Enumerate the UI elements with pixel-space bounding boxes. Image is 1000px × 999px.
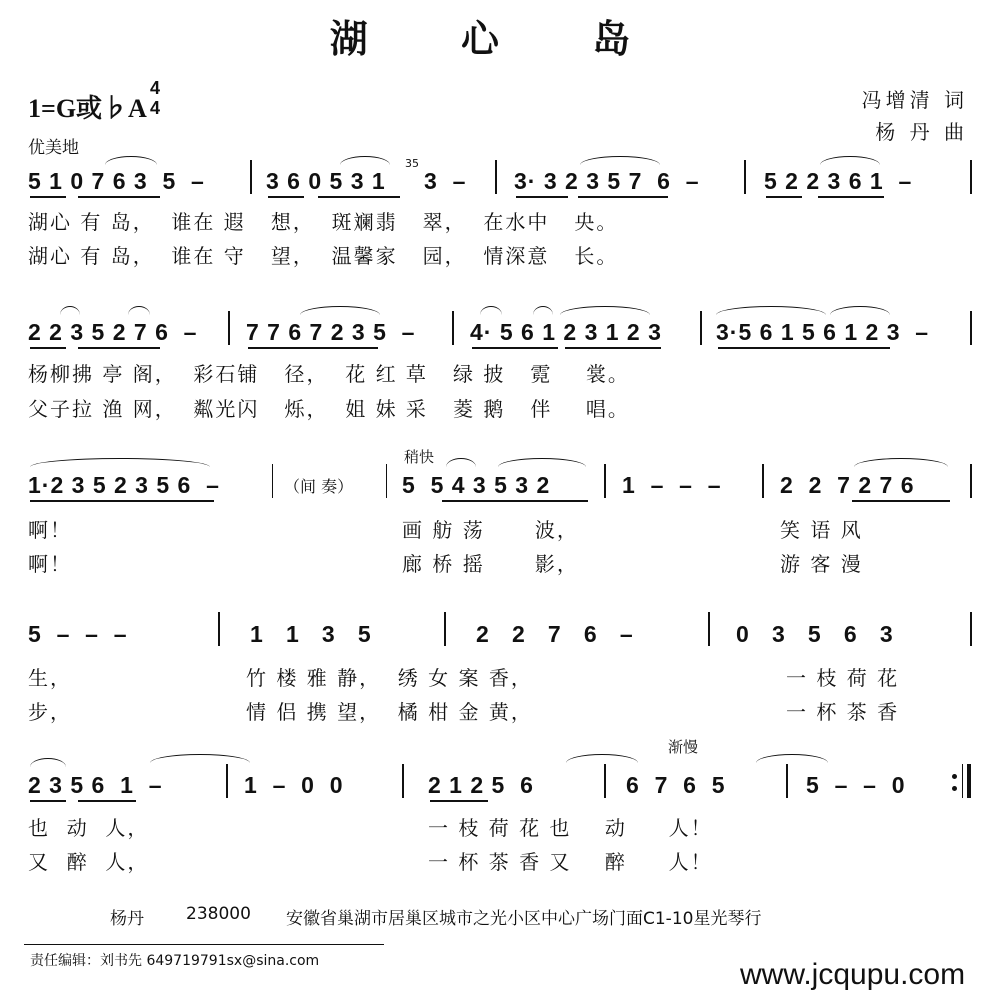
beam [30,347,66,349]
measure-13: 5 – – – [28,621,128,647]
beam [268,196,304,198]
barline [226,764,228,798]
footer-editor: 责任编辑：刘书先 649719791sx@sina.com [30,953,320,969]
measure-16: 0 3 5 6 3 [736,621,894,647]
barline [250,160,252,194]
tempo-mark: 渐慢 [668,738,699,756]
slur [340,156,390,165]
footer-website-link[interactable]: www.jcqupu.com [740,958,966,991]
barline [970,311,972,345]
beam [30,500,214,502]
repeat-barline [962,764,963,798]
beam [78,800,136,802]
lyrics-verse-1: 也 动 人， [28,816,150,840]
beam [472,347,558,349]
footer-divider [24,944,384,945]
lyrics-verse-2: 湖心 有 岛， 谁在 守 望， 温馨家 园， 情深意 长。 [28,244,619,268]
repeat-barline-thick [967,764,971,798]
lyrics-verse-1: 生， [28,666,72,690]
lyrics-verse-1: 啊！ [28,518,72,542]
measure-17: 2 3 5 6 1 – [28,772,163,798]
slur [498,458,586,467]
beam [852,500,950,502]
barline [744,160,746,194]
beam [565,347,661,349]
barline [218,612,220,646]
lyrics-verse-1: 杨柳拂 亭 阁， 彩石铺 径， 花 红 草 绿 披 霓 裳。 [28,362,630,386]
measure-19: 2 1 2 5 6 [428,772,534,798]
composer-credit: 杨 丹 曲 [875,120,968,144]
measure-20: 6 7 6 5 [626,772,726,798]
barline [495,160,497,194]
footer-postcode: 238000 [186,904,251,924]
barline [604,464,606,498]
expression-mark: 优美地 [28,138,79,158]
lyrics-verse-2: 游 客 漫 [780,552,863,576]
barline [786,764,788,798]
measure-7: 4· 5 6 1 2 3 1 2 3 [470,319,662,345]
barline [970,612,972,646]
repeat-dot [952,774,957,779]
lyrics-verse-2: 步， [28,700,72,724]
tie [566,754,638,763]
barline [708,612,710,646]
beam [818,196,884,198]
lyrics-verse-2: 情 侣 携 望， 橘 柑 金 黄， [246,700,533,724]
lyrics-verse-2: 一 杯 茶 香 又 醉 人！ [428,850,713,874]
beam [78,196,160,198]
slur [30,758,66,767]
measure-1: 5 1 0 7 6 3 5 – [28,168,205,194]
measure-11: 1 – – – [622,472,722,498]
slur [300,306,380,315]
beam [318,196,400,198]
lyrics-verse-1: 一 枝 荷 花 [786,666,900,690]
measure-5: 2 2 3 5 2 7 6 – [28,319,198,345]
measure-8: 3·5 6 1 5 6 1 2 3 – [716,319,930,345]
measure-18: 1 – 0 0 [244,772,344,798]
repeat-dot [952,786,957,791]
time-signature [146,78,164,118]
beam [30,196,66,198]
measure-14: 1 1 3 5 [250,621,372,647]
barline [444,612,446,646]
barline [700,311,702,345]
measure-10: 5 5 4 3 5 3 2 [402,472,551,498]
barline [970,464,972,498]
barline [228,311,230,345]
slur [533,306,553,315]
lyrics-verse-2: 廊 桥 摇 影， [402,552,579,576]
barline [762,464,764,498]
measure-15: 2 2 7 6 – [476,621,634,647]
tie [150,754,250,763]
barline [272,464,273,498]
barline [970,160,972,194]
slur [446,458,476,467]
interlude-label: （间 奏） [284,477,354,496]
measure-21: 5 – – 0 [806,772,906,798]
beam [30,800,66,802]
time-sig-bottom: 4 [149,98,160,118]
lyrics-verse-2: 又 醉 人， [28,850,150,874]
grace-note: 35 [405,157,419,170]
lyrics-verse-1: 一 枝 荷 花 也 动 人！ [428,816,713,840]
slur [830,306,890,315]
beam [578,196,668,198]
measure-6: 7 7 6 7 2 3 5 – [246,319,416,345]
beam [248,347,378,349]
song-title: 湖 心 岛 [329,16,671,61]
barline [386,464,387,498]
beam [766,196,802,198]
slur [105,156,157,165]
lyricist-credit: 冯增清 词 [861,88,968,112]
beam [430,800,488,802]
key-signature: 1=G或♭A [28,94,147,123]
footer-address: 安徽省巢湖市居巢区城市之光小区中心广场门面C1-10星光琴行 [286,909,762,929]
lyrics-verse-1: 湖心 有 岛， 谁在 遐 想， 斑斓翡 翠， 在水中 央。 [28,210,619,234]
beam [442,500,588,502]
measure-2: 3 6 0 5 3 1 [266,168,386,194]
measure-12: 2 2 7 2 7 6 [780,472,915,498]
barline [604,764,606,798]
slur [480,306,502,315]
measure-3: 3· 3 2 3 5 7 6 – [514,168,700,194]
lyrics-verse-1: 竹 楼 雅 静， 绣 女 案 香， [246,666,533,690]
slur [128,306,150,315]
lyrics-verse-1: 画 舫 荡 波， [402,518,579,542]
slur [820,156,880,165]
lyrics-verse-1: 笑 语 风 [780,518,863,542]
slur [560,306,650,315]
tie [756,754,828,763]
slur [30,458,210,467]
beam [718,347,890,349]
beam [78,347,160,349]
footer-name: 杨丹 [110,909,144,929]
time-sig-top: 4 [149,78,160,98]
lyrics-verse-2: 啊！ [28,552,72,576]
measure-9: 1·2 3 5 2 3 5 6 – [28,472,220,498]
slur [60,306,80,315]
beam [516,196,568,198]
slur [716,306,826,315]
measure-2b: 3 – [424,168,467,194]
tempo-mark: 稍快 [404,448,435,466]
barline [402,764,404,798]
barline [452,311,454,345]
slur [580,156,660,165]
lyrics-verse-2: 一 杯 茶 香 [786,700,900,724]
measure-4: 5 2 2 3 6 1 – [764,168,913,194]
slur [854,458,948,467]
lyrics-verse-2: 父子拉 渔 网， 粼光闪 烁， 姐 妹 采 菱 鹅 伴 唱。 [28,397,630,421]
